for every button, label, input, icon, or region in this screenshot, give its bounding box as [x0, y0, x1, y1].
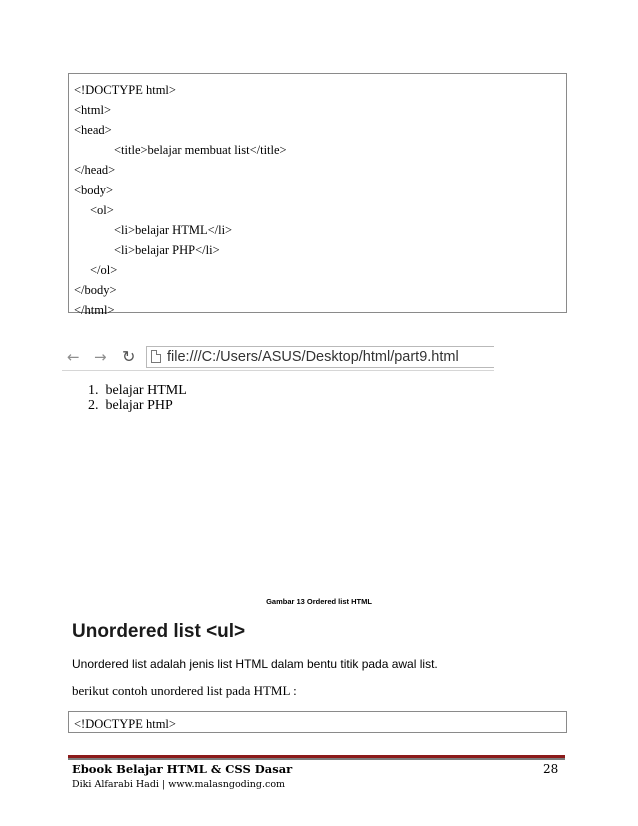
browser-toolbar — [62, 345, 494, 369]
footer-rule-shadow — [68, 758, 565, 760]
page-number: 28 — [543, 762, 559, 776]
back-arrow-icon[interactable]: ← — [67, 348, 80, 366]
paragraph: berikut contoh unordered list pada HTML : — [72, 683, 297, 698]
code-line: </html> — [74, 303, 115, 317]
code-line: </ol> — [90, 263, 118, 277]
page-icon — [151, 350, 161, 363]
code-line: <html> — [74, 103, 112, 117]
reload-icon[interactable]: ↻ — [122, 347, 136, 366]
figure-caption: Gambar 13 Ordered list HTML — [266, 597, 372, 606]
url-text: file:///C:/Users/ASUS/Desktop/html/part9.html — [167, 349, 459, 365]
list-item: 2. belajar PHP — [88, 398, 173, 413]
code-line: </head> — [74, 163, 116, 177]
footer-title: Ebook Belajar HTML & CSS Dasar — [72, 762, 293, 776]
ordered-list-render — [88, 383, 187, 413]
code-line: <head> — [74, 123, 112, 137]
code-line: </body> — [74, 283, 117, 297]
code-line: <li>belajar HTML</li> — [114, 223, 233, 237]
code-line: <!DOCTYPE html> — [74, 717, 176, 731]
paragraph: Unordered list adalah jenis list HTML dalam bentu titik pada awal list. — [72, 657, 438, 671]
toolbar-divider — [62, 370, 494, 371]
code-line: <!DOCTYPE html> — [74, 83, 176, 97]
section-heading: Unordered list <ul> — [72, 621, 246, 642]
code-line: <title>belajar membuat list</title> — [114, 143, 287, 157]
code-line: <body> — [74, 183, 114, 197]
forward-arrow-icon[interactable]: → — [94, 348, 107, 366]
footer-author: Diki Alfarabi Hadi | www.malasngoding.com — [72, 779, 286, 790]
address-bar[interactable] — [146, 346, 494, 368]
code-block-1 — [68, 73, 567, 317]
list-item: 1. belajar HTML — [88, 383, 187, 398]
code-block-2 — [68, 711, 567, 733]
code-line: <ol> — [90, 203, 114, 217]
browser-screenshot — [62, 340, 494, 430]
code-line: <li>belajar PHP</li> — [114, 243, 220, 257]
